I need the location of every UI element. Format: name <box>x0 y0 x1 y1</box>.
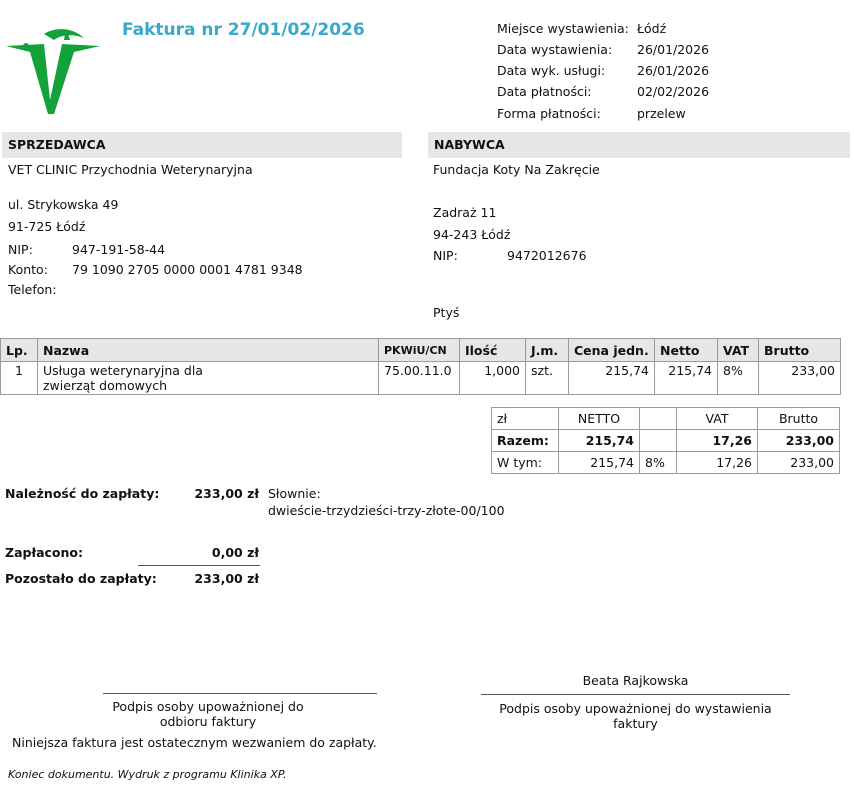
col-pkwiu: PKWiU/CN <box>379 339 460 362</box>
sum-incl-net: 215,74 <box>559 452 640 474</box>
items-table <box>0 338 841 395</box>
amount-in-words: dwieście-trzydzieści-trzy-złote-00/100 <box>268 503 505 518</box>
seller-nip: 947-191-58-44 <box>72 242 166 257</box>
sum-total-vat: 17,26 <box>677 430 758 452</box>
words-label: Słownie: <box>268 486 321 501</box>
seller-city: 91-725 Łódź <box>8 219 86 234</box>
cell-pkwiu: 75.00.11.0 <box>379 362 460 395</box>
col-unit: J.m. <box>526 339 569 362</box>
buyer-street: Zadraż 11 <box>433 205 497 220</box>
sum-incl-gross: 233,00 <box>758 452 840 474</box>
remaining-amount: 233,00 zł <box>194 571 259 586</box>
col-qty: Ilość <box>460 339 526 362</box>
summary-table <box>491 407 840 474</box>
cell-lp: 1 <box>1 362 38 395</box>
paid-amount: 0,00 zł <box>211 545 259 560</box>
meta-service-date: Data wyk. usługi: 26/01/2026 <box>497 63 710 78</box>
paid-label: Zapłacono: <box>5 545 84 560</box>
sum-total-gross: 233,00 <box>758 430 840 452</box>
paid-underline <box>138 565 260 566</box>
col-net: Netto <box>655 339 718 362</box>
sum-h-currency: zł <box>492 408 559 430</box>
remaining-label: Pozostało do zapłaty: <box>5 571 157 586</box>
clinic-logo <box>4 24 100 116</box>
sum-total-rate <box>640 430 677 452</box>
seller-phone-label: Telefon: <box>8 282 57 297</box>
buyer-heading: NABYWCA <box>428 132 850 158</box>
cell-gross: 233,00 <box>759 362 841 395</box>
receiver-signature-line <box>103 693 377 694</box>
col-name: Nazwa <box>38 339 379 362</box>
sum-total-net: 215,74 <box>559 430 640 452</box>
col-vat: VAT <box>718 339 759 362</box>
col-gross: Brutto <box>759 339 841 362</box>
seller-street: ul. Strykowska 49 <box>8 197 119 212</box>
seller-account: 79 1090 2705 0000 0001 4781 9348 <box>72 262 303 277</box>
issuer-signature-line <box>481 694 790 695</box>
sum-incl-label: W tym: <box>492 452 559 474</box>
sum-h-rate <box>640 408 677 430</box>
cell-qty: 1,000 <box>460 362 526 395</box>
due-amount: 233,00 zł <box>194 486 259 501</box>
summary-total-row <box>492 430 840 452</box>
seller-account-label: Konto: <box>8 262 48 277</box>
items-header-row <box>1 339 841 362</box>
buyer-nip-label: NIP: <box>433 248 458 263</box>
sum-incl-rate: 8% <box>640 452 677 474</box>
cell-unit: szt. <box>526 362 569 395</box>
sum-h-vat: VAT <box>677 408 758 430</box>
issuer-name: Beata Rajkowska <box>582 673 689 688</box>
col-lp: Lp. <box>1 339 38 362</box>
sum-h-gross: Brutto <box>758 408 840 430</box>
due-label: Należność do zapłaty: <box>5 486 160 501</box>
sum-incl-vat: 17,26 <box>677 452 758 474</box>
meta-payment-method: Forma płatności: przelew <box>497 106 686 121</box>
buyer-city: 94-243 Łódź <box>433 227 511 242</box>
sum-h-net: NETTO <box>559 408 640 430</box>
buyer-name: Fundacja Koty Na Zakręcie <box>433 162 600 177</box>
receiver-signature-caption: Podpis osoby upoważnionej do odbioru faktury <box>112 699 304 729</box>
seller-heading: SPRZEDAWCA <box>2 132 402 158</box>
cell-vat: 8% <box>718 362 759 395</box>
final-notice: Niniejsza faktura jest ostatecznym wezwaniem do zapłaty. <box>12 735 377 750</box>
invoice-title: Faktura nr 27/01/02/2026 <box>122 20 365 40</box>
table-row <box>1 362 841 395</box>
seller-nip-label: NIP: <box>8 242 33 257</box>
buyer-nip: 9472012676 <box>507 248 587 263</box>
meta-place: Miejsce wystawienia: Łódź <box>497 21 667 36</box>
meta-payment-date: Data płatności: 02/02/2026 <box>497 84 710 99</box>
document-footer: Koniec dokumentu. Wydruk z programu Klinika XP. <box>8 768 287 781</box>
cell-price: 215,74 <box>569 362 655 395</box>
cell-name: Usługa weterynaryjna dla zwierząt domowych <box>38 362 379 395</box>
buyer-note: Ptyś <box>433 305 460 320</box>
summary-incl-row <box>492 452 840 474</box>
seller-name: VET CLINIC Przychodnia Weterynaryjna <box>8 162 253 177</box>
sum-total-label: Razem: <box>492 430 559 452</box>
issuer-signature-caption: Podpis osoby upoważnionej do wystawienia faktury <box>499 701 772 731</box>
summary-header-row <box>492 408 840 430</box>
cell-net: 215,74 <box>655 362 718 395</box>
col-price: Cena jedn. <box>569 339 655 362</box>
meta-issue-date: Data wystawienia: 26/01/2026 <box>497 42 710 57</box>
